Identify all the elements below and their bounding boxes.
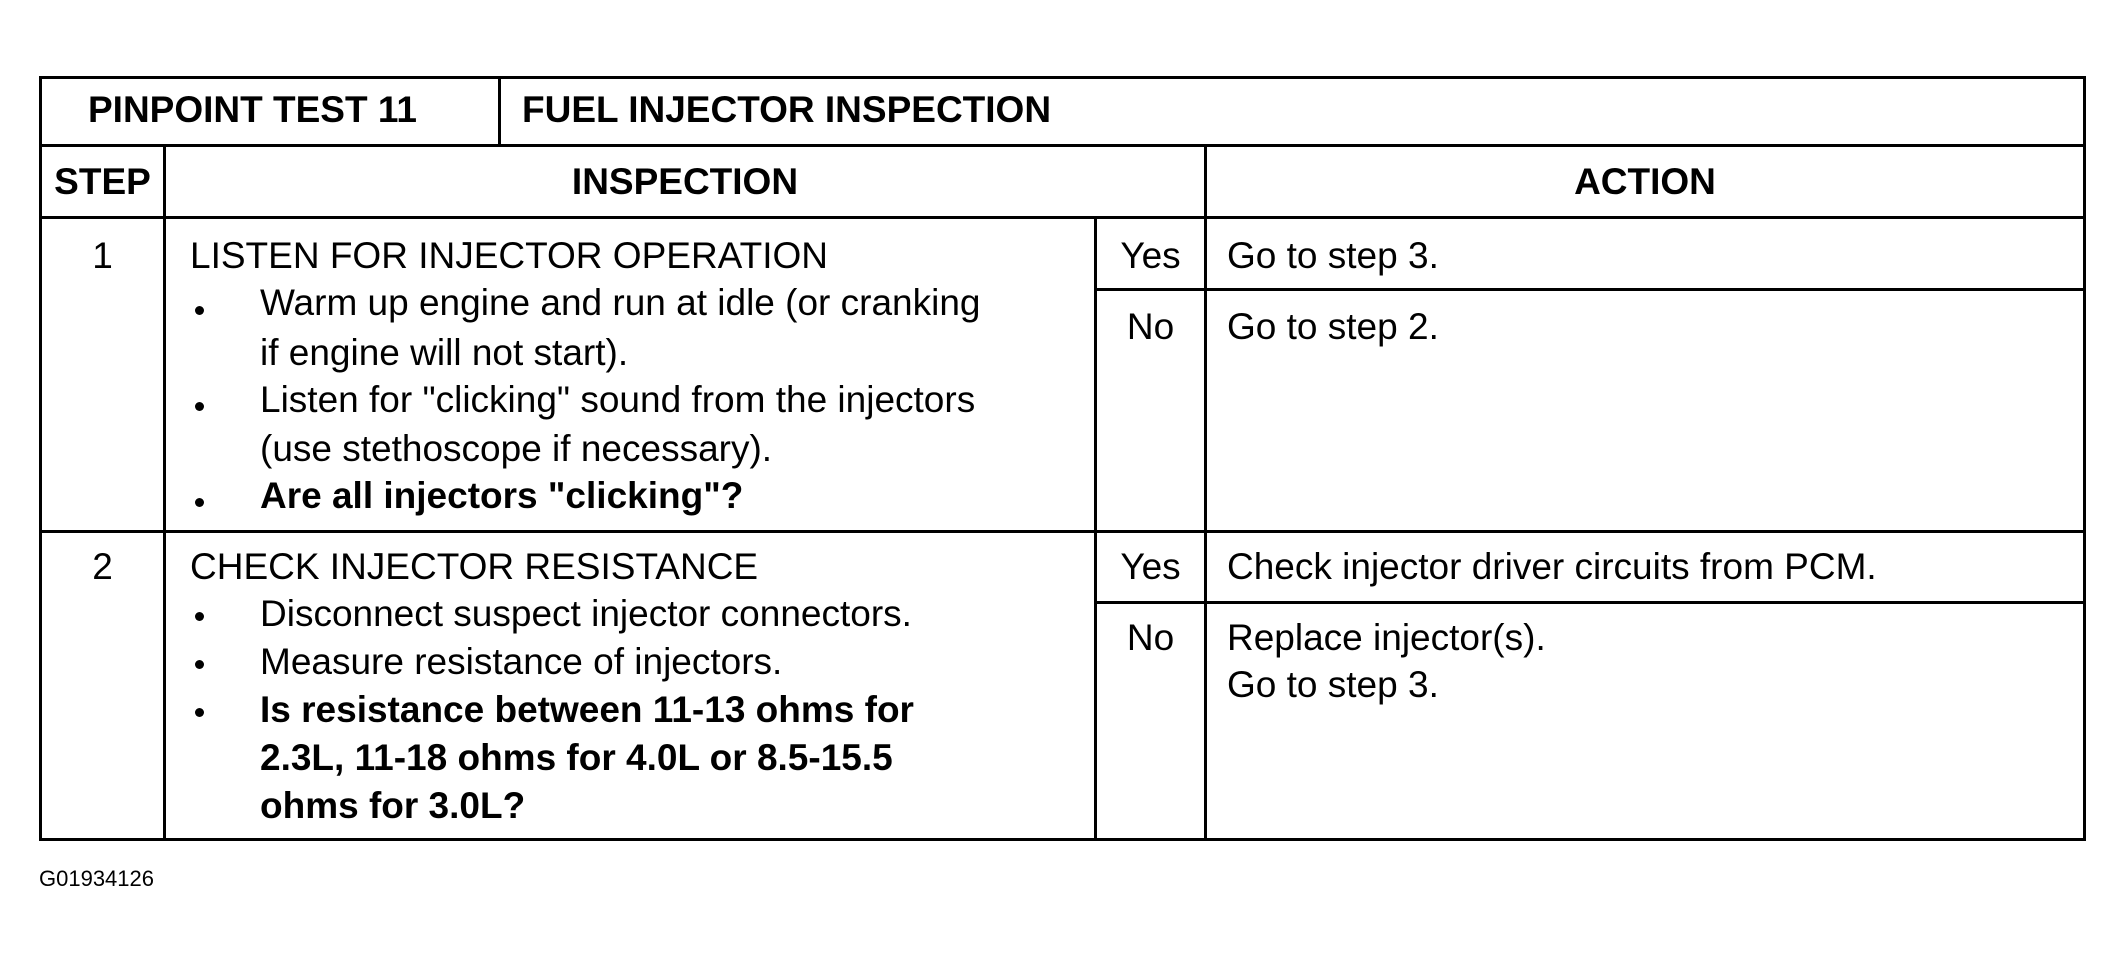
rule-below-title bbox=[39, 144, 2086, 147]
step-2-no-label: No bbox=[1126, 617, 1175, 658]
step-2-bullet-3 bbox=[195, 708, 204, 717]
rule-below-column-headers bbox=[39, 216, 2086, 219]
rule-title-divider bbox=[498, 76, 501, 146]
column-header-action: ACTION bbox=[1574, 161, 1716, 202]
step-1-number: 1 bbox=[92, 235, 113, 276]
step-1-yes-action: Go to step 3. bbox=[1227, 235, 1439, 276]
step-2-item-1: Disconnect suspect injector connectors. bbox=[260, 593, 912, 634]
rule-between-steps bbox=[39, 530, 2086, 533]
step-1-item-1-line-1: Warm up engine and run at idle (or cranking bbox=[260, 282, 981, 323]
step-1-item-2-line-1: Listen for "clicking" sound from the injectors bbox=[260, 379, 976, 420]
rule-action-column bbox=[1204, 144, 1207, 841]
step-2-no-action-line-1: Replace injector(s). bbox=[1227, 617, 1546, 658]
step-1-item-1-line-2: if engine will not start). bbox=[260, 332, 629, 373]
step-1-bullet-1 bbox=[195, 306, 204, 315]
rule-step-column bbox=[163, 144, 166, 841]
step-2-title: CHECK INJECTOR RESISTANCE bbox=[190, 546, 759, 587]
step-2-question-line-3: ohms for 3.0L? bbox=[260, 785, 526, 826]
step-2-bullet-2 bbox=[195, 660, 204, 669]
step-1-bullet-2 bbox=[195, 402, 204, 411]
step-2-bullet-1 bbox=[195, 612, 204, 621]
step-1-no-action: Go to step 2. bbox=[1227, 306, 1439, 347]
step-2-question-line-2: 2.3L, 11-18 ohms for 4.0L or 8.5-15.5 bbox=[260, 737, 893, 778]
step-2-no-action-line-2: Go to step 3. bbox=[1227, 664, 1439, 705]
step-1-title: LISTEN FOR INJECTOR OPERATION bbox=[190, 235, 828, 276]
pinpoint-test-label: PINPOINT TEST 11 bbox=[88, 89, 417, 130]
figure-id: G01934126 bbox=[39, 866, 154, 891]
step-2-yes-label: Yes bbox=[1120, 546, 1181, 587]
step-1-item-2-line-2: (use stethoscope if necessary). bbox=[260, 428, 773, 469]
step-2-yes-action: Check injector driver circuits from PCM. bbox=[1227, 546, 1877, 587]
step-1-yes-label: Yes bbox=[1120, 235, 1181, 276]
step-1-question: Are all injectors "clicking"? bbox=[260, 475, 744, 516]
rule-step2-yes-no bbox=[1095, 601, 2086, 604]
column-header-inspection: INSPECTION bbox=[571, 161, 799, 202]
pinpoint-test-title: FUEL INJECTOR INSPECTION bbox=[522, 89, 1052, 130]
step-2-question-line-1: Is resistance between 11-13 ohms for bbox=[260, 689, 914, 730]
step-2-number: 2 bbox=[92, 546, 113, 587]
step-1-bullet-3 bbox=[195, 498, 204, 507]
step-1-no-label: No bbox=[1126, 306, 1175, 347]
rule-step1-yes-no bbox=[1095, 288, 2086, 291]
step-2-item-2: Measure resistance of injectors. bbox=[260, 641, 783, 682]
column-header-step: STEP bbox=[54, 161, 151, 202]
